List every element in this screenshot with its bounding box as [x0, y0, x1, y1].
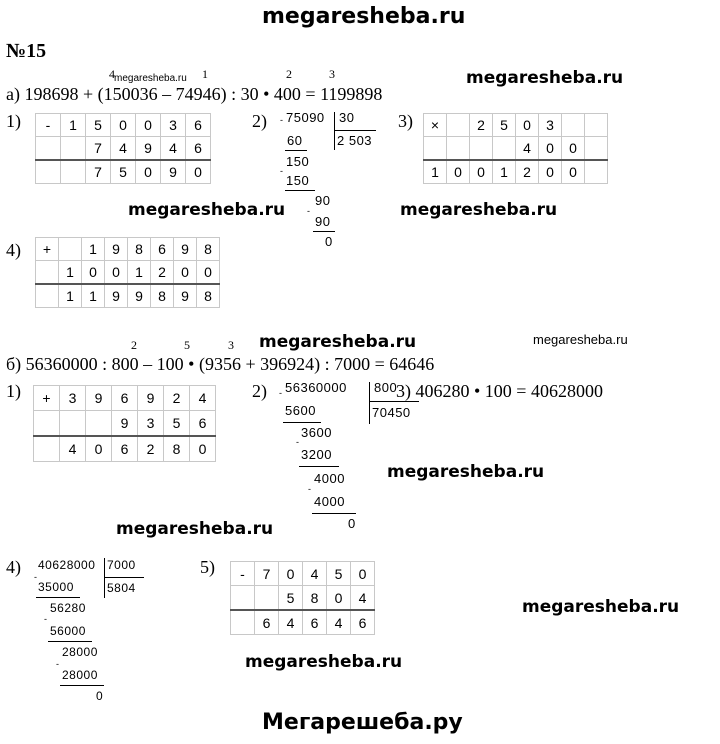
subtraction-grid	[35, 113, 211, 184]
grid-cell: 2	[164, 386, 190, 411]
division-line: 0	[348, 516, 356, 531]
grid-cell: 1	[424, 160, 447, 184]
grid-cell: 6	[112, 386, 138, 411]
grid-cell: 6	[186, 114, 211, 137]
order-mark: 5	[184, 338, 190, 352]
grid-cell: 0	[190, 436, 216, 462]
addition-grid	[33, 385, 216, 462]
step-label: 4)	[6, 240, 21, 260]
grid-cell: 0	[516, 114, 539, 137]
division-line: 56280	[50, 601, 86, 615]
order-mark: 3	[329, 67, 335, 81]
grid-cell	[585, 137, 608, 161]
footer-title: Мегарешеба.ру	[262, 710, 463, 735]
grid-cell	[60, 411, 86, 437]
order-mark: 4	[109, 67, 115, 81]
grid-cell: 5	[327, 562, 351, 586]
grid-cell: 0	[186, 160, 211, 184]
grid-cell	[585, 114, 608, 137]
division-line: 150	[286, 154, 310, 169]
watermark: megaresheba.ru	[466, 68, 624, 88]
grid-cell: 8	[197, 284, 220, 308]
quotient: 2 503	[337, 133, 373, 148]
watermark-small: megaresheba.ru	[114, 73, 187, 84]
grid-cell	[36, 137, 61, 161]
grid-cell	[447, 114, 470, 137]
grid-cell: 0	[562, 137, 585, 161]
grid-cell: 9	[128, 284, 151, 308]
step-label: 3)	[398, 111, 413, 131]
division-line: 150	[286, 173, 310, 188]
addition-grid	[35, 237, 220, 308]
division-line: 4000	[314, 471, 345, 486]
step-label: 2)	[252, 111, 267, 131]
grid-cell	[61, 160, 86, 184]
divisor: 800	[374, 380, 398, 395]
watermark: megaresheba.ru	[387, 462, 545, 482]
grid-cell: -	[36, 114, 61, 137]
division-line: 60	[287, 133, 303, 148]
division-line: 28000	[62, 645, 98, 659]
divisor: 30	[339, 110, 355, 125]
grid-cell: 6	[112, 436, 138, 462]
grid-cell: 1	[59, 261, 82, 285]
division-line: 4000	[314, 494, 345, 509]
grid-cell	[34, 411, 60, 437]
watermark: megaresheba.ru	[400, 200, 558, 220]
grid-cell: 6	[351, 610, 375, 635]
division-line: 56000	[50, 624, 86, 638]
division-line: 90	[315, 214, 331, 229]
grid-cell: 4	[303, 562, 327, 586]
grid-cell: ×	[424, 114, 447, 137]
grid-cell	[255, 586, 279, 611]
quotient: 70450	[372, 405, 411, 420]
grid-cell: 8	[128, 238, 151, 261]
grid-cell: 0	[86, 436, 112, 462]
grid-cell: 1	[59, 284, 82, 308]
grid-cell: 4	[279, 610, 303, 635]
grid-cell: -	[231, 562, 255, 586]
division-line: 28000	[62, 668, 98, 682]
step-label: 1)	[6, 111, 21, 131]
multiplication-grid	[423, 113, 608, 184]
grid-cell: 4	[60, 436, 86, 462]
grid-cell	[61, 137, 86, 161]
division-line: 35000	[38, 580, 74, 594]
grid-cell: 6	[303, 610, 327, 635]
watermark: megaresheba.ru	[245, 652, 403, 672]
grid-cell: 9	[161, 160, 186, 184]
grid-cell: 9	[136, 137, 161, 161]
grid-cell	[36, 261, 59, 285]
grid-cell: 1	[82, 284, 105, 308]
grid-cell: 3	[539, 114, 562, 137]
grid-cell: 1	[82, 238, 105, 261]
grid-cell: 7	[255, 562, 279, 586]
grid-cell: 0	[197, 261, 220, 285]
grid-cell	[231, 586, 255, 611]
step-label: 5)	[200, 557, 215, 577]
grid-cell	[447, 137, 470, 161]
grid-cell: 5	[279, 586, 303, 611]
grid-cell: 6	[186, 137, 211, 161]
grid-cell: 0	[136, 160, 161, 184]
order-mark: 1	[202, 67, 208, 81]
grid-cell: 0	[279, 562, 303, 586]
grid-cell: 9	[174, 284, 197, 308]
header-watermark: megaresheba.ru	[262, 4, 466, 29]
grid-cell: 7	[86, 160, 111, 184]
grid-cell: 0	[351, 562, 375, 586]
dividend: 40628000	[38, 558, 96, 572]
grid-cell: 4	[327, 610, 351, 635]
grid-cell: 8	[197, 238, 220, 261]
grid-cell: 4	[111, 137, 136, 161]
grid-cell: 0	[136, 114, 161, 137]
division-line: 3200	[301, 447, 332, 462]
grid-cell	[424, 137, 447, 161]
grid-cell: 2	[470, 114, 493, 137]
grid-cell: 9	[112, 411, 138, 437]
grid-cell: 7	[86, 137, 111, 161]
grid-cell: 4	[351, 586, 375, 611]
grid-cell: 3	[60, 386, 86, 411]
grid-cell	[470, 137, 493, 161]
watermark: megaresheba.ru	[128, 200, 286, 220]
grid-cell: 0	[327, 586, 351, 611]
grid-cell: 5	[111, 160, 136, 184]
grid-cell: +	[34, 386, 60, 411]
division-line: 3600	[301, 425, 332, 440]
order-mark: 2	[286, 67, 292, 81]
subtraction-grid	[230, 561, 375, 635]
grid-cell	[231, 610, 255, 635]
watermark: megaresheba.ru	[522, 597, 680, 617]
grid-cell: 9	[174, 238, 197, 261]
order-mark: 2	[131, 338, 137, 352]
grid-cell: 8	[164, 436, 190, 462]
grid-cell: 9	[138, 386, 164, 411]
grid-cell: 4	[190, 386, 216, 411]
expression-b: б) 56360000 : 800 – 100 • (9356 + 396924) : 7000 = 64646	[6, 354, 435, 374]
division-line: 5600	[285, 403, 316, 418]
division-line: 90	[315, 193, 331, 208]
step-label: 2)	[252, 381, 267, 401]
grid-cell: 8	[151, 284, 174, 308]
dividend: 75090	[286, 110, 325, 125]
grid-cell: 0	[105, 261, 128, 285]
grid-cell	[562, 114, 585, 137]
grid-cell: 3	[161, 114, 186, 137]
grid-cell: 4	[161, 137, 186, 161]
quotient: 5804	[107, 581, 136, 595]
grid-cell: 5	[86, 114, 111, 137]
grid-cell: 4	[516, 137, 539, 161]
step-label: 4)	[6, 557, 21, 577]
grid-cell: 0	[174, 261, 197, 285]
expression-a: а) 198698 + (150036 – 74946) : 30 • 400 = 1199898	[6, 84, 383, 104]
step3-result: 3) 406280 • 100 = 40628000	[396, 381, 603, 401]
grid-cell	[493, 137, 516, 161]
watermark: megaresheba.ru	[116, 519, 274, 539]
grid-cell	[36, 160, 61, 184]
grid-cell: 0	[562, 160, 585, 184]
grid-cell: 5	[164, 411, 190, 437]
division-line: 0	[96, 689, 104, 703]
grid-cell: 2	[138, 436, 164, 462]
grid-cell: 0	[539, 137, 562, 161]
division-line: 0	[325, 234, 333, 249]
grid-cell: 6	[190, 411, 216, 437]
divisor: 7000	[107, 558, 136, 572]
grid-cell: 1	[61, 114, 86, 137]
grid-cell: 6	[255, 610, 279, 635]
dividend: 56360000	[285, 380, 347, 395]
problem-number: №15	[6, 40, 47, 62]
grid-cell: 1	[128, 261, 151, 285]
grid-cell: 6	[151, 238, 174, 261]
grid-cell: 2	[516, 160, 539, 184]
grid-cell: +	[36, 238, 59, 261]
grid-cell: 1	[493, 160, 516, 184]
grid-cell: 9	[105, 284, 128, 308]
grid-cell	[86, 411, 112, 437]
grid-cell: 9	[86, 386, 112, 411]
grid-cell: 0	[82, 261, 105, 285]
grid-cell: 3	[138, 411, 164, 437]
grid-cell: 0	[111, 114, 136, 137]
grid-cell: 5	[493, 114, 516, 137]
step-label: 1)	[6, 381, 21, 401]
grid-cell: 2	[151, 261, 174, 285]
grid-cell	[59, 238, 82, 261]
grid-cell	[585, 160, 608, 184]
grid-cell	[34, 436, 60, 462]
grid-cell	[36, 284, 59, 308]
watermark: megaresheba.ru	[259, 332, 417, 352]
grid-cell: 0	[539, 160, 562, 184]
grid-cell: 9	[105, 238, 128, 261]
watermark-small: megaresheba.ru	[533, 332, 628, 347]
grid-cell: 8	[303, 586, 327, 611]
order-mark: 3	[228, 338, 234, 352]
grid-cell: 0	[470, 160, 493, 184]
grid-cell: 0	[447, 160, 470, 184]
